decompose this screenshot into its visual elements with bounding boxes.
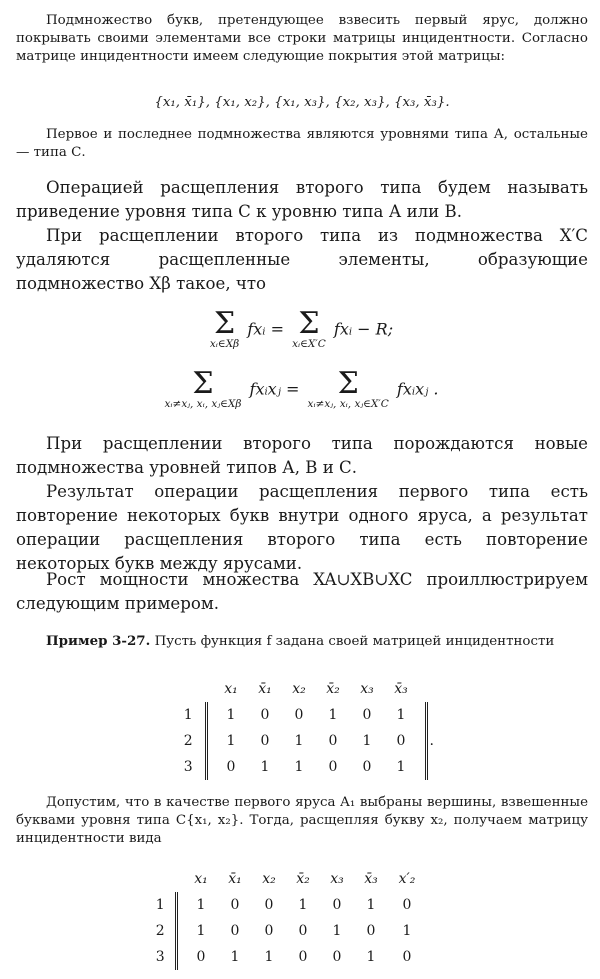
equals-sign: = [286,379,300,399]
example-paragraph [16,632,588,651]
example-label: Пример 3-27. [46,633,151,649]
equation-sum-single [0,306,600,350]
paragraph-covering: Подмножество букв, претендующее взвесить первый ярус, должно покрывать своими элементами все строки матрицы инцидентности. Согласно матрице инцидентности имеем следующие покрытия этой матрицы: [16,13,588,64]
matrix-row: 1 1 0 0 1 0 1 0 [146,892,426,918]
sum-left-term: fxᵢ [247,319,266,339]
sum-right-term: fxᵢ [333,319,353,339]
matrix-row: 2 1 0 1 0 1 0 . [172,728,436,754]
matrix-row: 2 1 0 0 0 1 0 1 [146,918,426,944]
paragraph-split-results: Результат операции расщепления первого типа есть повторение некоторых букв внутри одного яруса, а результат операции расщепления второго типа есть повторение некоторых букв между ярусами. [16,482,588,573]
equation-tail: − R; [357,319,394,339]
paragraph-split-definition: Операцией расщепления второго типа будем называть приведение уровня типа С к уровню типа А или В. [16,178,588,221]
matrix-tail: . [429,733,434,749]
paragraph-first-tier: Допустим, что в качестве первого яруса A₁ выбраны вершины, взвешенные буквами уровня типа C{x₁, x₂}. Тогда, расщепляя букву x₂, получаем матрицу инцидентности вида [16,795,588,846]
sum-right: Σ xᵢ≠xⱼ, xᵢ, xⱼ∈X′C [307,366,389,410]
matrix-header-row: x₁ x̄₁ x₂ x̄₂ x₃ x̄₃ [224,681,408,697]
matrix-row: 3 0 1 1 0 0 1 0 [146,944,426,970]
matrix-row: 3 0 1 1 0 0 1 [172,754,436,780]
equation-sum-pairs [0,366,600,410]
sum-left: Σ xᵢ≠xⱼ, xᵢ, xⱼ∈Xβ [164,366,242,410]
cover-sets-line: {x₁, x̄₁}, {x₁, x₂}, {x₁, x₃}, {x₂, x₃}, {x₃, x̄₃}. [154,95,450,110]
sum-right: Σ xᵢ∈X′C [292,306,326,350]
sum-left: Σ xᵢ∈Xβ [209,306,240,350]
incidence-matrix-2 [146,866,426,970]
paragraph-level-types: Первое и последнее подмножества являются уровнями типа А, остальные — типа С. [16,127,588,160]
paragraph-new-subsets: При расщеплении второго типа порождаются новые подмножества уровней типов А, В и С. [16,434,588,477]
sum-left-term: fxᵢxⱼ [249,379,281,399]
example-text: Пусть функция f задана своей матрицей инцидентности [154,634,555,649]
equation-tail: . [433,379,439,399]
sum-right-term: fxᵢxⱼ [396,379,429,399]
matrix-header-row: x₁ x̄₁ x₂ x̄₂ x₃ x̄₃ x′₂ [194,871,416,887]
paragraph-cardinality: Рост мощности множества XA∪XB∪XC проиллюстрируем следующим примером. [16,570,588,613]
paragraph-split-second-type: При расщеплении второго типа из подмножества X′C удаляются расщепленные элементы, образующие подмножество Xβ такое, что [16,226,588,293]
matrix-row: 1 1 0 0 1 0 1 [172,702,436,728]
incidence-matrix-1 [172,676,436,780]
equals-sign: = [270,319,285,339]
